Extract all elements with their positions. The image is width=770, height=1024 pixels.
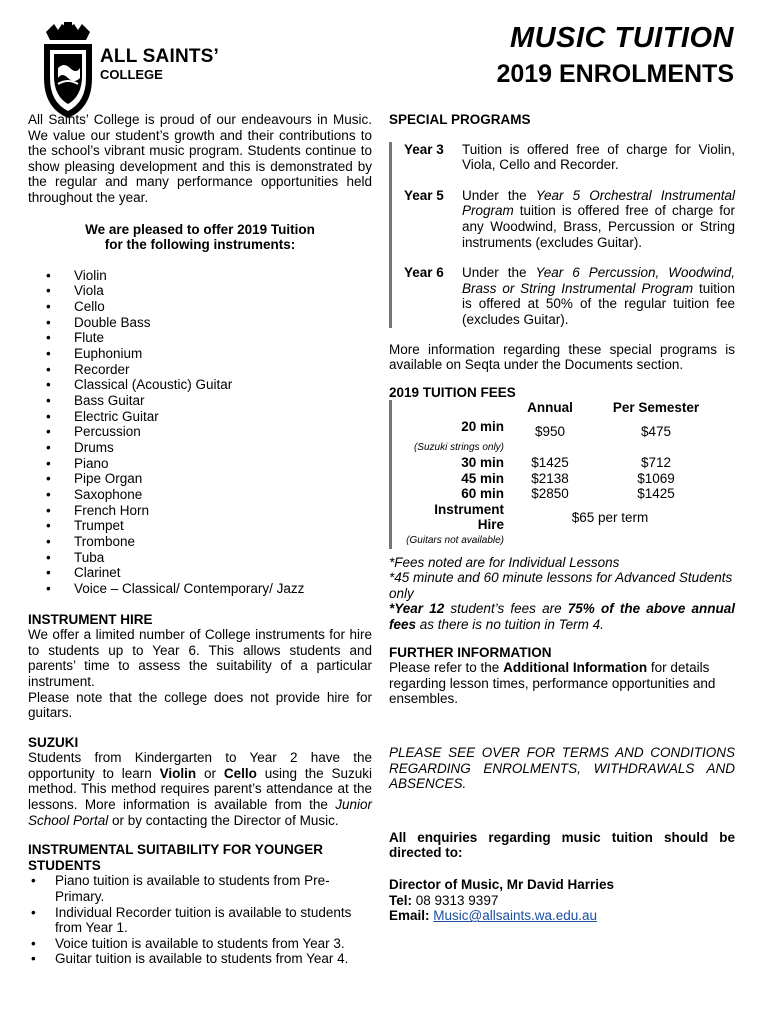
email-link[interactable]: Music@allsaints.wa.edu.au bbox=[433, 908, 598, 924]
page-title: MUSIC TUITION bbox=[510, 22, 734, 54]
col-semester: Per Semester bbox=[612, 400, 700, 416]
guitar-note: (Guitars not available) bbox=[406, 535, 504, 547]
fee-label: 45 min bbox=[461, 470, 504, 486]
college-logo bbox=[40, 22, 240, 122]
instrument-item: • Clarinet bbox=[28, 565, 372, 581]
fee-annual: $1425 bbox=[531, 455, 569, 471]
instrument-item: • Cello bbox=[28, 299, 372, 315]
instrument-item: • Euphonium bbox=[28, 346, 372, 362]
logo-line2: COLLEGE bbox=[100, 67, 163, 82]
right-column bbox=[389, 112, 735, 924]
instrument-item: • Viola bbox=[28, 283, 372, 299]
offer-line2: for the following instruments: bbox=[104, 237, 296, 253]
fees-table-wrap bbox=[389, 400, 735, 548]
fee-note1: *Fees noted are for Individual Lessons bbox=[389, 554, 620, 570]
instrument-item: • Electric Guitar bbox=[28, 409, 372, 425]
fee-semester: $475 bbox=[640, 423, 672, 439]
instrument-item: • Classical (Acoustic) Guitar bbox=[28, 377, 372, 393]
instrument-item: • Pipe Organ bbox=[28, 471, 372, 487]
fee-note3: *Year 12 student’s fees are 75% of the above annual fees as there is no tuition in Term 4. bbox=[389, 601, 736, 633]
special-more-info: More information regarding these special programs is available on Seqta under the Documents section. bbox=[389, 341, 735, 373]
instrument-item: • French Horn bbox=[28, 503, 372, 519]
page-subtitle: 2019 ENROLMENTS bbox=[496, 60, 734, 88]
suzuki-text: Students from Kindergarten to Year 2 have the opportunity to learn Violin or Cello using the Suzuki method. This method requires parent’s attendance at the lessons. More information is available from the Junior School Portal or by contacting the Director of Music. bbox=[28, 750, 373, 828]
logo-line1: ALL SAINTS’ bbox=[100, 46, 220, 67]
instrument-hire-heading: INSTRUMENT HIRE bbox=[28, 611, 153, 627]
suzuki-note: (Suzuki strings only) bbox=[413, 441, 504, 453]
fee-annual: $2138 bbox=[531, 470, 569, 486]
program-year5: Year 5 Under the Year 5 Orchestral Instrumental Program tuition is offered free of charge for any Woodwind, Brass, Percussion or String instruments (excludes Guitar). bbox=[404, 187, 735, 250]
instrument-item: • Saxophone bbox=[28, 487, 372, 503]
special-programs-block bbox=[389, 142, 735, 328]
program-year3: Year 3 Tuition is offered free of charge for Violin, Viola, Cello and Recorder. bbox=[404, 141, 735, 173]
instrument-hire-text: We offer a limited number of College instruments for hire to students up to Year 6. This allows students and parents’ time to assess the suitability of a particular instrument. bbox=[28, 627, 372, 689]
instrument-item: • Flute bbox=[28, 330, 372, 346]
suitability-item: • Guitar tuition is available to students from Year 4. bbox=[28, 951, 372, 967]
instrument-item: • Voice – Classical/ Contemporary/ Jazz bbox=[28, 581, 372, 597]
instrument-item: • Tuba bbox=[28, 550, 372, 566]
instrument-item: • Trumpet bbox=[28, 518, 372, 534]
suzuki-heading: SUZUKI bbox=[28, 734, 79, 750]
director-name: Director of Music, Mr David Harries bbox=[389, 876, 615, 892]
instrument-item: • Trombone bbox=[28, 534, 372, 550]
col-annual: Annual bbox=[527, 400, 573, 416]
contact-email: Email: Music@allsaints.wa.edu.au bbox=[389, 908, 598, 924]
see-over-notice: PLEASE SEE OVER FOR TERMS AND CONDITIONS REGARDING ENROLMENTS, WITHDRAWALS AND ABSENCES. bbox=[389, 745, 735, 792]
hire-label1: Instrument bbox=[434, 501, 504, 517]
instrument-item: • Drums bbox=[28, 440, 372, 456]
suitability-heading: INSTRUMENTAL SUITABILITY FOR YOUNGER STUDENTS bbox=[28, 842, 324, 873]
special-programs-heading: SPECIAL PROGRAMS bbox=[389, 112, 531, 127]
fee-semester: $1069 bbox=[637, 470, 675, 486]
further-info-heading: FURTHER INFORMATION bbox=[389, 644, 552, 660]
fee-semester: $712 bbox=[640, 455, 672, 471]
instrument-item: • Bass Guitar bbox=[28, 393, 372, 409]
suitability-item: • Piano tuition is available to students from Pre-Primary. bbox=[28, 873, 372, 904]
fee-label: 60 min bbox=[461, 486, 504, 502]
hire-value: $65 per term bbox=[571, 509, 649, 525]
program-year6: Year 6 Under the Year 6 Percussion, Woodwind, Brass or String Instrumental Program tuition is offered at 50% of the regular tuition fee (excludes Guitar). bbox=[404, 265, 735, 327]
enquiries-text: All enquiries regarding music tuition should be directed to: bbox=[389, 829, 735, 861]
contact-tel: Tel: 08 9313 9397 bbox=[389, 892, 499, 908]
left-column bbox=[28, 112, 372, 967]
fees-table bbox=[392, 400, 716, 548]
fee-annual: $950 bbox=[534, 423, 566, 439]
instrument-item: • Piano bbox=[28, 456, 372, 472]
fee-label: 30 min bbox=[461, 455, 504, 471]
fee-label: 20 min bbox=[461, 418, 504, 434]
fee-note2: *45 minute and 60 minute lessons for Advanced Students only bbox=[389, 570, 733, 601]
fees-heading: 2019 TUITION FEES bbox=[389, 384, 516, 400]
intro-paragraph: All Saints’ College is proud of our endeavours in Music. We value our student’s growth and their contributions to the school’s vibrant music program. Students continue to show pleasing development and this is demonstrated by the regular and many performance opportunities held throughout the year. bbox=[28, 112, 372, 205]
instrument-item: • Violin bbox=[28, 268, 372, 284]
college-crest-icon bbox=[40, 22, 96, 118]
instrument-hire-note: Please note that the college does not provide hire for guitars. bbox=[28, 689, 372, 721]
fee-semester: $1425 bbox=[637, 486, 675, 502]
instrument-item: • Double Bass bbox=[28, 315, 372, 331]
instrument-list bbox=[28, 268, 372, 597]
instrument-item: • Recorder bbox=[28, 362, 372, 378]
instrument-item: • Percussion bbox=[28, 424, 372, 440]
hire-label2: Hire bbox=[477, 517, 504, 533]
offer-line1: We are pleased to offer 2019 Tuition bbox=[85, 221, 315, 237]
suitability-list bbox=[28, 873, 372, 967]
fee-annual: $2850 bbox=[531, 486, 569, 502]
further-info-text: Please refer to the Additional Information for details regarding lesson times, performance opportunities and ensembles. bbox=[389, 660, 716, 707]
suitability-item: • Voice tuition is available to students from Year 3. bbox=[28, 936, 372, 952]
suitability-item: • Individual Recorder tuition is available to students from Year 1. bbox=[28, 905, 372, 936]
